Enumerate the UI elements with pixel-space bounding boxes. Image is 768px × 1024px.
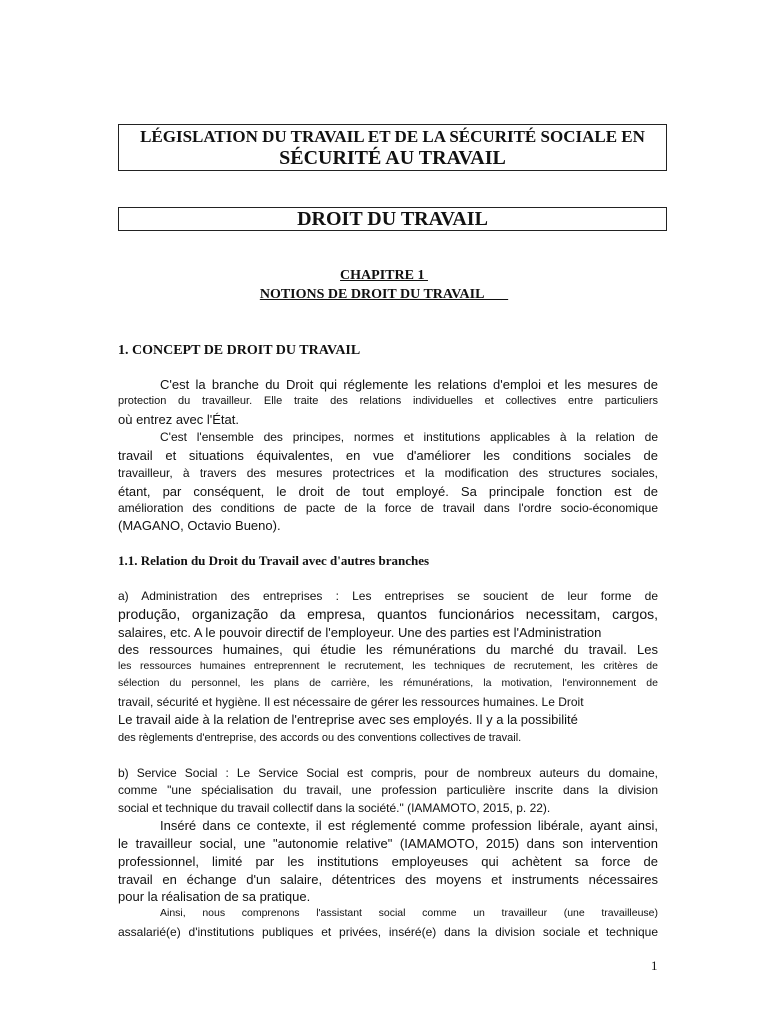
- paragraph-line: protection du travailleur. Elle traite des relations individuelles et collectives entre particuliers: [118, 395, 658, 407]
- paragraph-line: social et technique du travail collectif dans la société." (IAMAMOTO, 2015, p. 22).: [118, 801, 551, 815]
- paragraph-line: professionnel, limité par les institutions employeuses qui achètent sa force de: [118, 854, 658, 869]
- paragraph-line: le travailleur social, une "autonomie relative" (IAMAMOTO, 2015) dans son intervention: [118, 836, 658, 851]
- chapter-subtitle: [0, 286, 768, 303]
- header-line-1: LÉGISLATION DU TRAVAIL ET DE LA SÉCURITÉ SOCIALE EN: [140, 127, 645, 146]
- paragraph-line: assalarié(e) d'institutions publiques et privées, inséré(e) dans la division sociale et technique: [118, 925, 658, 939]
- paragraph-line: des ressources humaines, qui étudie les rémunérations du marché du travail. Les: [118, 642, 658, 657]
- paragraph-line: (MAGANO, Octavio Bueno).: [118, 518, 281, 533]
- paragraph-line: les ressources humaines entreprennent le recrutement, les techniques de recrutement, les critères de: [118, 660, 658, 672]
- page-number: 1: [651, 958, 658, 973]
- paragraph-line: travail, sécurité et hygiène. Il est nécessaire de gérer les ressources humaines. Le Droit: [118, 695, 584, 709]
- paragraph-line: étant, par conséquent, le droit de tout employé. Sa principale fonction est de: [118, 484, 658, 499]
- paragraph-line: où entrez avec l'État.: [118, 412, 239, 427]
- title-box: DROIT DU TRAVAIL: [118, 207, 667, 231]
- paragraph-line: produção, organização da empresa, quantos funcionários necessitam, cargos,: [118, 606, 658, 622]
- paragraph-line: pour la réalisation de sa pratique.: [118, 889, 311, 904]
- header-line-2: SÉCURITÉ AU TRAVAIL: [279, 147, 506, 169]
- paragraph-line: Ainsi, nous comprenons l'assistant social comme un travailleur (une travailleuse): [160, 907, 658, 919]
- paragraph-line: amélioration des conditions de pacte de la force de travail dans l'ordre socio-économique: [118, 501, 658, 515]
- paragraph-line: a) Administration des entreprises : Les entreprises se soucient de leur forme de: [118, 589, 658, 603]
- section-1-heading: 1. CONCEPT DE DROIT DU TRAVAIL: [118, 343, 361, 358]
- paragraph-line: salaires, etc. A le pouvoir directif de l'employeur. Une des parties est l'Administration: [118, 625, 602, 640]
- paragraph-line: C'est la branche du Droit qui réglemente les relations d'emploi et les mesures de: [160, 377, 658, 392]
- chapter-subtitle-text: NOTIONS DE DROIT DU TRAVAIL: [259, 287, 509, 302]
- paragraph-line: sélection du personnel, les plans de carrière, les rémunérations, la motivation, l'environnement de: [118, 677, 658, 689]
- paragraph-line: b) Service Social : Le Service Social est compris, pour de nombreux auteurs du domaine,: [118, 766, 658, 780]
- paragraph-line: Le travail aide à la relation de l'entreprise avec ses employés. Il y a la possibilité: [118, 712, 578, 727]
- chapter-label: [0, 267, 768, 284]
- document-header-box: [118, 124, 667, 171]
- paragraph-line: travail en échange d'un salaire, détentrices des moyens et instruments nécessaires: [118, 872, 658, 887]
- paragraph-line: Inséré dans ce contexte, il est réglementé comme profession libérale, ayant ainsi,: [160, 818, 658, 833]
- chapter-label-text: CHAPITRE 1: [340, 268, 428, 283]
- paragraph-line: travailleur, à travers des mesures protectrices et la modification des structures sociales,: [118, 466, 658, 480]
- paragraph-line: C'est l'ensemble des principes, normes et institutions applicables à la relation de: [160, 430, 658, 444]
- paragraph-line: des règlements d'entreprise, des accords ou des conventions collectives de travail.: [118, 732, 522, 744]
- section-1-1-heading: 1.1. Relation du Droit du Travail avec d'autres branches: [118, 553, 430, 568]
- paragraph-line: travail et situations équivalentes, en vue d'améliorer les conditions sociales de: [118, 448, 658, 463]
- paragraph-line: comme "une spécialisation du travail, une profession particulière inscrite dans la division: [118, 783, 658, 797]
